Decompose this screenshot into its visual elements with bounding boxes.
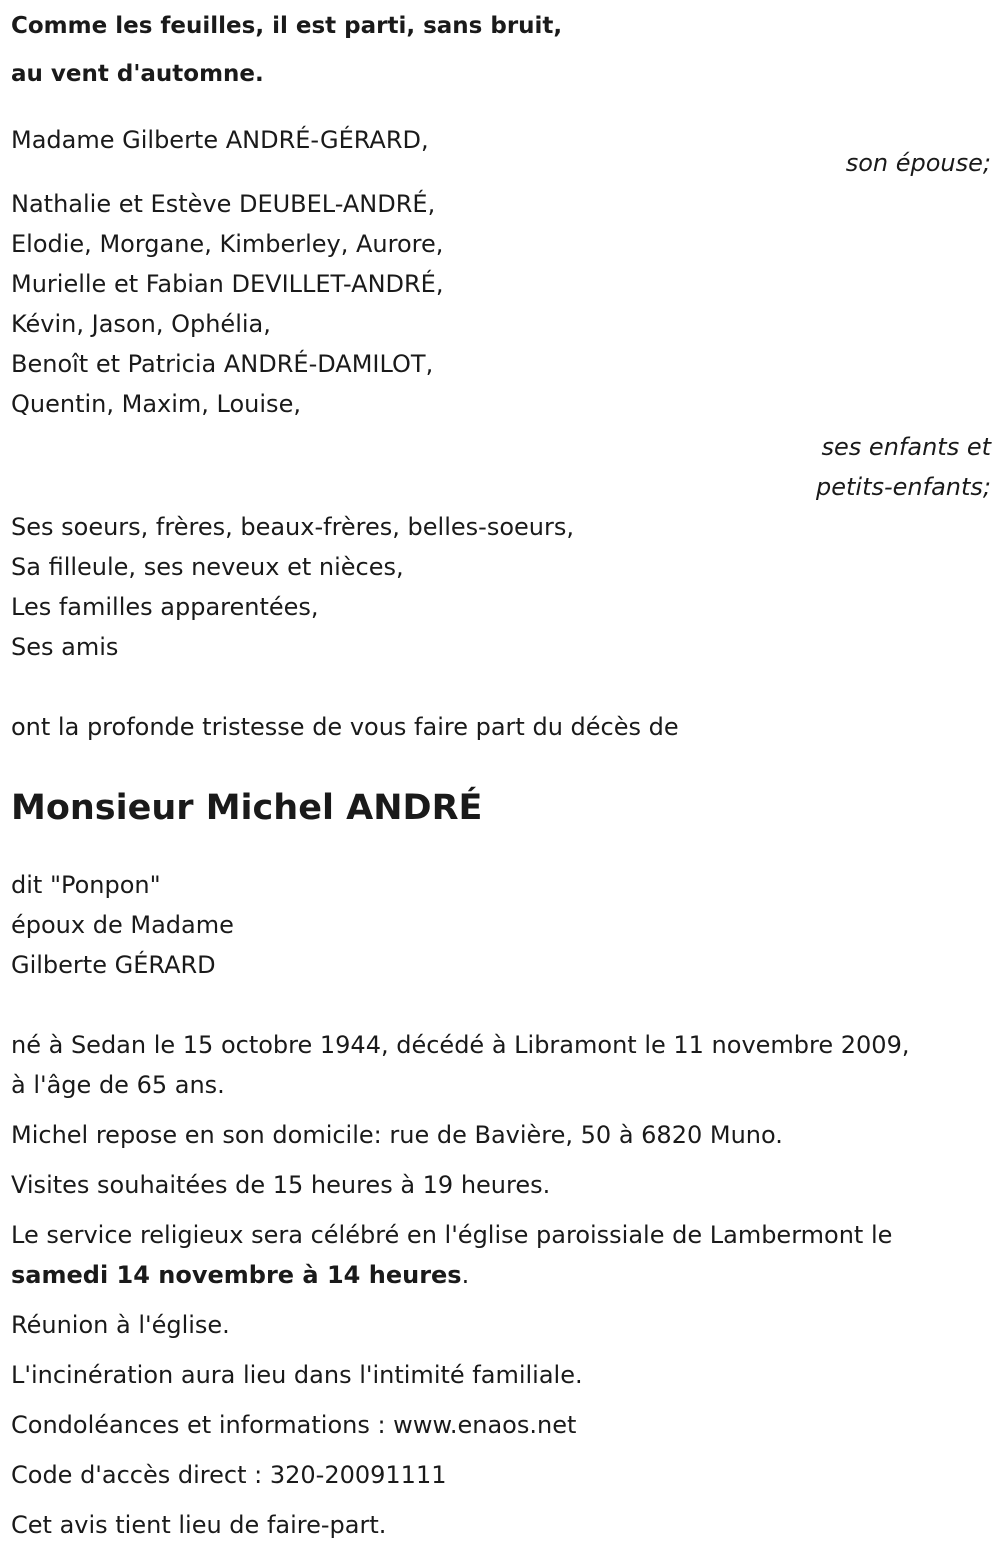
service-end: .: [461, 1261, 470, 1289]
children-line: Murielle et Fabian DEVILLET-ANDRÉ,: [11, 270, 444, 298]
children-line: Elodie, Morgane, Kimberley, Aurore,: [11, 230, 444, 258]
epigraph-line-2: au vent d'automne.: [11, 61, 264, 87]
children-line: Nathalie et Estève DEUBEL-ANDRÉ,: [11, 190, 436, 218]
deceased-nickname: dit "Ponpon": [11, 871, 161, 899]
birth-death-line-2: à l'âge de 65 ans.: [11, 1071, 225, 1099]
relatives-line: Ses soeurs, frères, beaux-frères, belles-soeurs,: [11, 513, 574, 541]
children-role-line-2: petits-enfants;: [816, 473, 991, 501]
service-date: samedi 14 novembre à 14 heures: [11, 1261, 462, 1289]
obituary-notice: [11, 0, 991, 1545]
deceased-spouse-line-2: Gilberte GÉRARD: [11, 951, 216, 979]
epigraph-line-1: Comme les feuilles, il est parti, sans bruit,: [11, 13, 563, 39]
rest-place: Michel repose en son domicile: rue de Bavière, 50 à 6820 Muno.: [11, 1121, 783, 1149]
deceased-name: Monsieur Michel ANDRÉ: [11, 788, 483, 828]
children-list: [11, 184, 991, 424]
meeting-place: Réunion à l'église.: [11, 1311, 230, 1339]
service-line-1: Le service religieux sera célébré en l'église paroissiale de Lambermont le: [11, 1221, 893, 1249]
spouse-role: son épouse;: [845, 149, 991, 177]
condolences-info: Condoléances et informations : www.enaos.net: [11, 1411, 577, 1439]
notice-statement: Cet avis tient lieu de faire-part.: [11, 1511, 387, 1539]
deceased-spouse-line-1: époux de Madame: [11, 911, 234, 939]
birth-death-line-1: né à Sedan le 15 octobre 1944, décédé à Libramont le 11 novembre 2009,: [11, 1031, 910, 1059]
announcement-text: ont la profonde tristesse de vous faire part du décès de: [11, 713, 679, 741]
service-line-2: [11, 1255, 991, 1295]
relatives-line: Les familles apparentées,: [11, 593, 319, 621]
children-line: Benoît et Patricia ANDRÉ-DAMILOT,: [11, 350, 434, 378]
access-code: Code d'accès direct : 320-20091111: [11, 1461, 447, 1489]
children-line: Quentin, Maxim, Louise,: [11, 390, 301, 418]
spouse-name: Madame Gilberte ANDRÉ-GÉRARD,: [11, 126, 429, 154]
relatives-line: Sa filleule, ses neveux et nièces,: [11, 553, 404, 581]
relatives-line: Ses amis: [11, 633, 119, 661]
visiting-hours: Visites souhaitées de 15 heures à 19 heures.: [11, 1171, 551, 1199]
relatives-list: [11, 507, 991, 667]
children-line: Kévin, Jason, Ophélia,: [11, 310, 271, 338]
children-role-line-1: ses enfants et: [821, 433, 991, 461]
cremation-info: L'incinération aura lieu dans l'intimité familiale.: [11, 1361, 583, 1389]
